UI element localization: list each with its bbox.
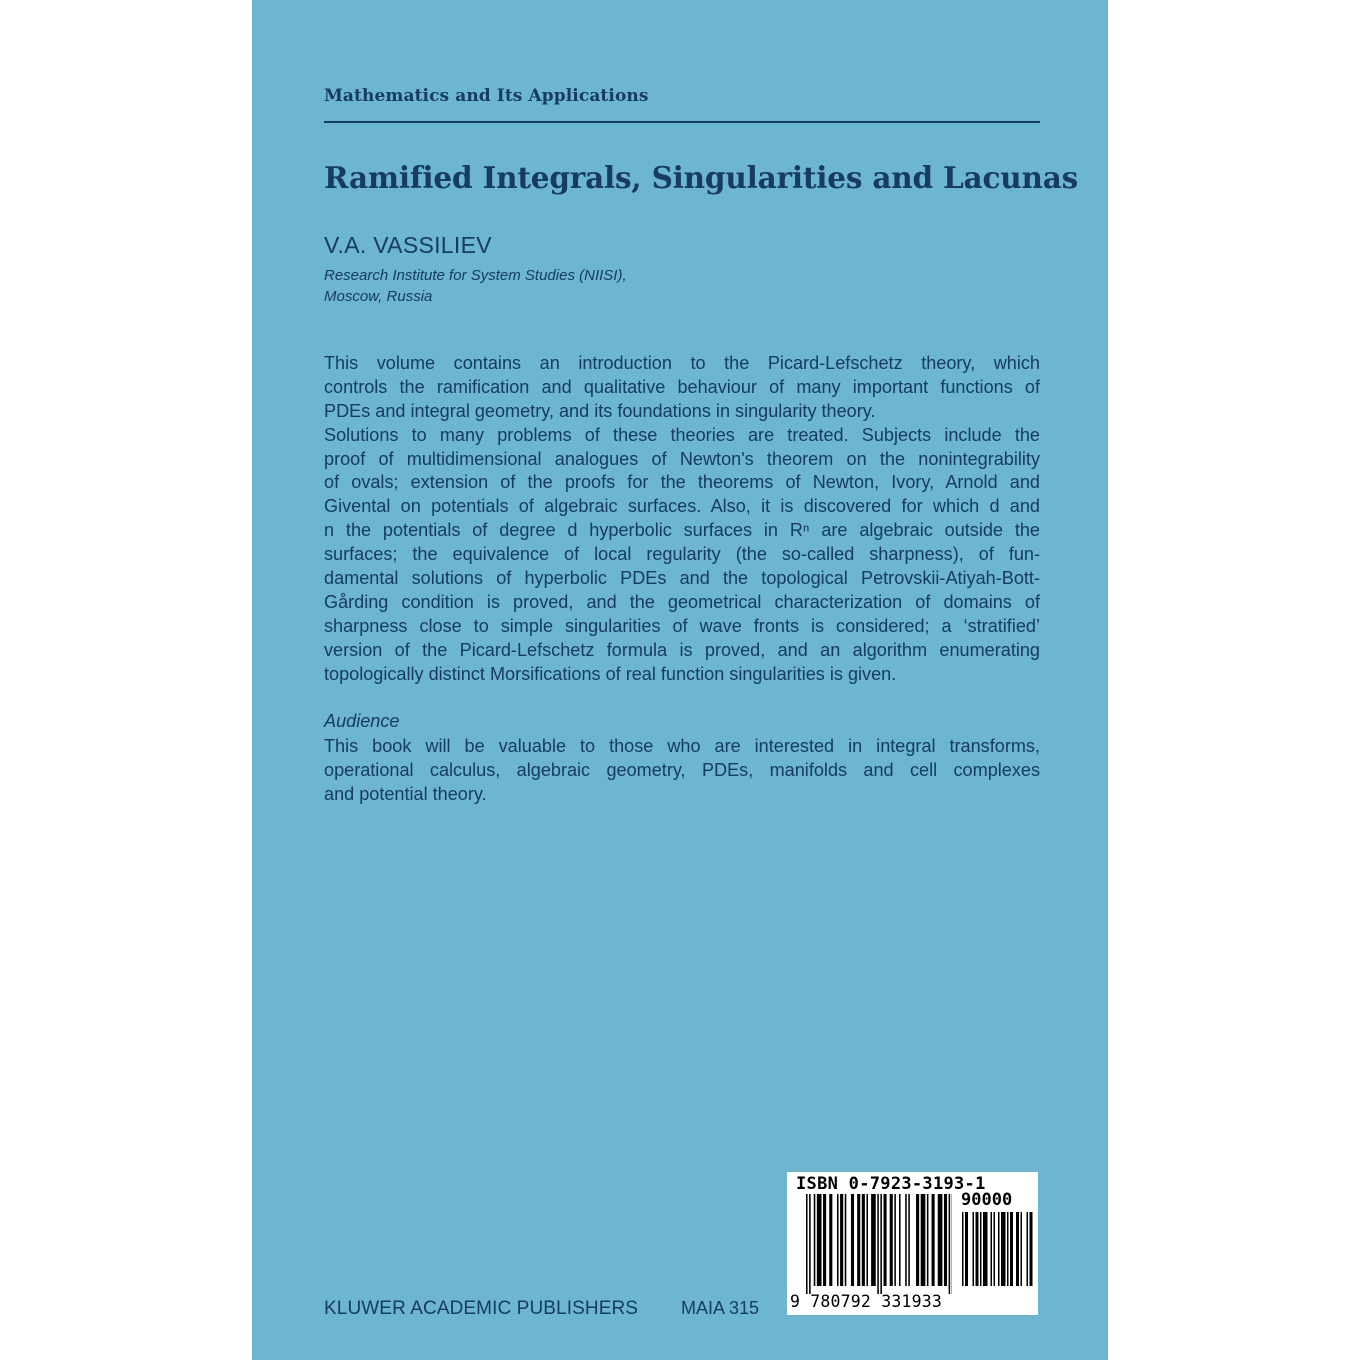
audience-heading: Audience: [324, 711, 400, 731]
barcode-bar: [890, 1194, 893, 1286]
barcode-bar: [965, 1212, 968, 1286]
publisher-name: KLUWER ACADEMIC PUBLISHERS: [324, 1298, 639, 1319]
barcode-bar: [814, 1194, 816, 1286]
isbn-number: ISBN 0-7923-3193-1: [796, 1174, 986, 1194]
barcode-bar: [840, 1194, 843, 1286]
barcode-bar: [991, 1212, 993, 1286]
barcode-bar: [862, 1194, 865, 1286]
barcode-bar: [949, 1194, 951, 1294]
description-line: controls the ramification and qualitative behaviour of many important functions of: [324, 376, 1040, 397]
barcode-bar: [884, 1194, 887, 1286]
barcode-bar: [973, 1212, 975, 1286]
description-line: Gårding condition is proved, and the geometrical characterization of domains of: [324, 591, 1040, 612]
audience-line: and potential theory.: [324, 783, 487, 804]
description-line: topologically distinct Morsifications of real function singularities is given.: [324, 663, 897, 684]
description-line: surfaces; the equivalence of local regularity (the so-called sharpness), of fun-: [324, 544, 1040, 565]
barcode-bar: [976, 1212, 979, 1286]
description-line: Givental on potentials of algebraic surfaces. Also, it is discovered for which d and: [324, 496, 1040, 517]
barcode-bar: [837, 1194, 839, 1286]
affiliation-line: Moscow, Russia: [324, 288, 433, 305]
barcode-bar: [866, 1194, 868, 1286]
barcode-bar: [857, 1194, 860, 1286]
barcode-bar: [871, 1194, 876, 1286]
barcode-bar: [927, 1194, 929, 1286]
barcode-bar: [1021, 1212, 1023, 1286]
audience-line: This book will be valuable to those who are interested in integral transforms,: [324, 736, 1040, 756]
barcode-bar: [905, 1194, 907, 1286]
barcode-bar: [944, 1194, 947, 1286]
price-addon-digits: 90000: [961, 1190, 1013, 1210]
affiliation-line: Research Institute for System Studies (NIISI),: [324, 267, 627, 284]
barcode-bar: [1027, 1212, 1029, 1286]
barcode-bar: [1001, 1212, 1006, 1286]
barcode-bar: [932, 1194, 935, 1286]
header-rule: [324, 121, 1040, 123]
barcode-bar: [817, 1194, 822, 1286]
ean-barcode: [806, 1194, 952, 1294]
description: [324, 352, 1040, 686]
barcode-bar: [921, 1194, 926, 1286]
barcode-bar: [962, 1212, 964, 1286]
barcode-bar: [894, 1194, 896, 1286]
description-line: version of the Picard-Lefschetz formula is proved, and an algorithm enumerating: [324, 639, 1040, 660]
audience-text: [324, 735, 1040, 807]
barcode-bar: [908, 1194, 910, 1286]
barcode-bar: [1007, 1212, 1009, 1286]
barcode-bar: [916, 1194, 919, 1286]
barcode-bar: [899, 1194, 901, 1286]
author-name: V.A. VASSILIEV: [324, 232, 492, 258]
description-line: PDEs and integral geometry, and its foundations in singularity theory.: [324, 400, 876, 421]
book-title: Ramified Integrals, Singularities and Lacunas: [324, 160, 1079, 195]
barcode-bar: [938, 1194, 943, 1286]
addon-barcode: [962, 1212, 1034, 1294]
barcode-bar: [1016, 1212, 1019, 1286]
description-line: Solutions to many problems of these theories are treated. Subjects include the: [324, 424, 1040, 445]
barcode-bar: [1010, 1212, 1013, 1286]
ean-digits: 9 780792 331933: [790, 1292, 943, 1311]
description-line: damental solutions of hyperbolic PDEs and the topological Petrovskii-Atiyah-Bott-: [324, 568, 1040, 589]
barcode-bar: [806, 1194, 808, 1294]
description-line: sharpness close to simple singularities of wave fronts is considered; a ‘stratified’: [324, 615, 1040, 636]
barcode-bar: [994, 1212, 996, 1286]
barcode-bar: [880, 1194, 882, 1294]
series-code: MAIA 315: [681, 1298, 760, 1318]
audience-line: operational calculus, algebraic geometry, PDEs, manifolds and cell complexes: [324, 759, 1040, 780]
barcode-bar: [809, 1194, 811, 1294]
barcode-bar: [983, 1212, 988, 1286]
description-line: of ovals; extension of the proofs for the theorems of Newton, Ivory, Arnold and: [324, 472, 1040, 493]
barcode-bar: [877, 1194, 879, 1294]
description-line: n the potentials of degree d hyperbolic surfaces in Rⁿ are algebraic outside the: [324, 520, 1040, 541]
barcode-bar: [823, 1194, 826, 1286]
barcode-bar: [851, 1194, 854, 1286]
barcode-bar: [998, 1212, 1000, 1286]
barcode-bar: [980, 1212, 982, 1286]
description-line: proof of multidimensional analogues of Newton's theorem on the nonintegrability: [324, 448, 1040, 469]
barcode-bar: [845, 1194, 847, 1286]
description-line: This volume contains an introduction to the Picard-Lefschetz theory, which: [324, 353, 1040, 373]
author-affiliation: [324, 265, 627, 307]
barcode-bar: [1030, 1212, 1033, 1286]
series-name: Mathematics and Its Applications: [324, 86, 649, 106]
barcode-bar: [829, 1194, 832, 1286]
